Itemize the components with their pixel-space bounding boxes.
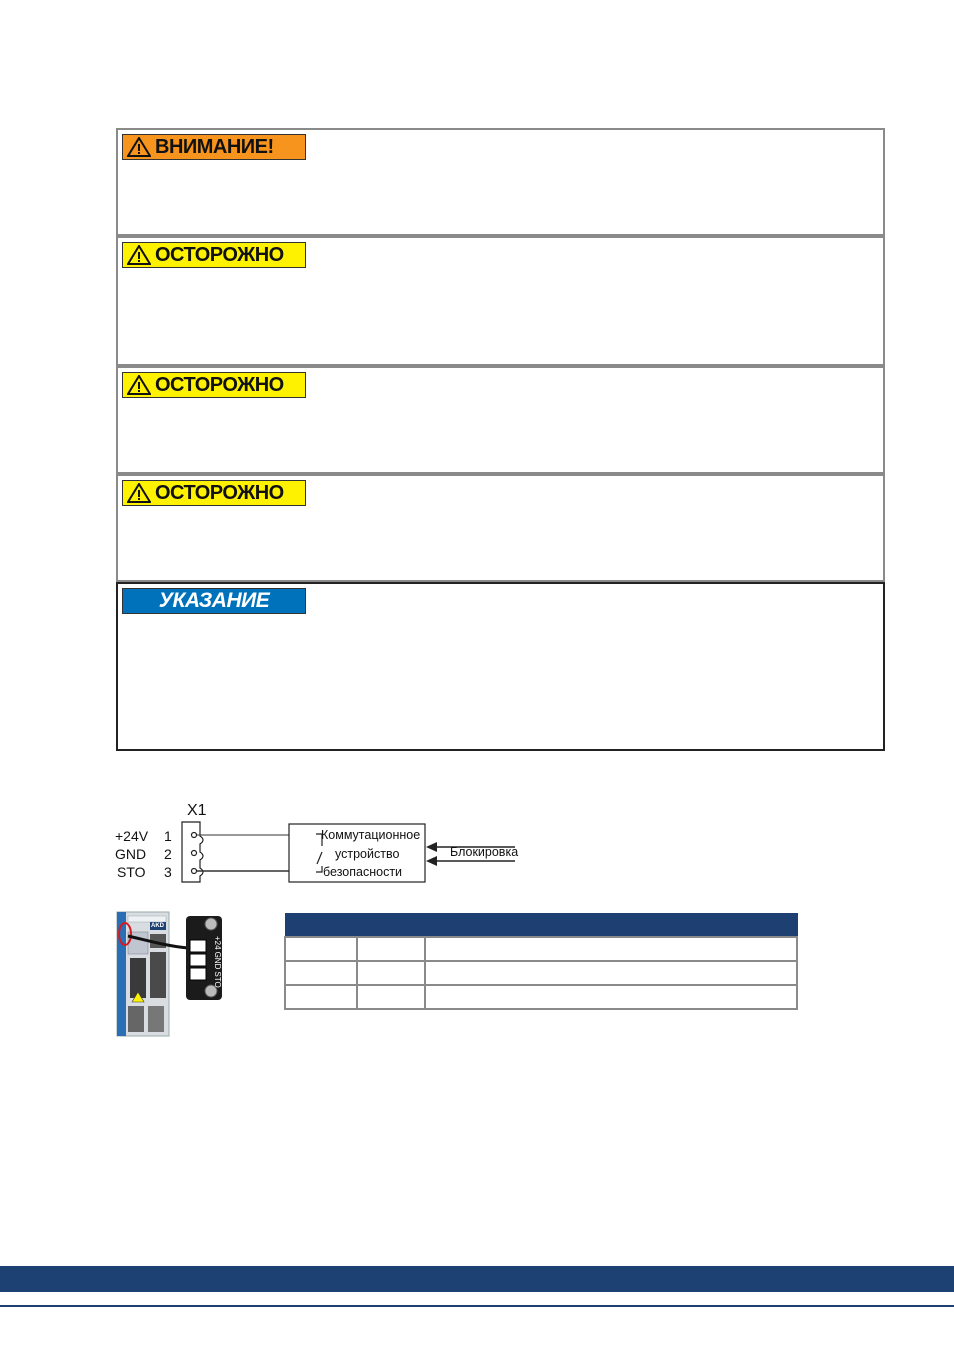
device-label-line-2: устройство (335, 847, 400, 861)
notice-note-panel (116, 582, 885, 751)
warning-badge-label: ВНИМАНИЕ! (155, 135, 274, 158)
table-cell (425, 961, 797, 985)
pin-signal-3: STO (117, 864, 146, 880)
note-badge-label: УКАЗАНИЕ (158, 589, 270, 612)
connector-pin-label-gnd: GND (213, 951, 222, 970)
table-header-cell (357, 914, 425, 938)
pin-number-2: 2 (164, 846, 172, 862)
device-label-line-1: Коммутационное (321, 828, 421, 842)
connector-label: X1 (187, 802, 207, 819)
caution-badge-label: ОСТОРОЖНО (155, 481, 284, 504)
drive-brand-label: AKD (151, 923, 164, 929)
pin-signal-2: GND (115, 846, 147, 862)
warning-triangle-icon (127, 137, 151, 157)
caution-badge (122, 372, 306, 398)
device-label-line-3: безопасности (323, 865, 403, 879)
notice-caution-panel-3 (116, 474, 885, 582)
notice-caution-panel-2 (116, 366, 885, 474)
table-cell (357, 985, 425, 1009)
caution-badge-label: ОСТОРОЖНО (155, 373, 284, 396)
table-cell (425, 937, 797, 961)
notice-caution-panel-1 (116, 236, 885, 366)
caution-badge-label: ОСТОРОЖНО (155, 243, 284, 266)
warning-triangle-icon (127, 483, 151, 503)
connector-pin-label-24v: +24 (213, 936, 222, 950)
table-header-row (285, 914, 797, 938)
table-cell (285, 961, 357, 985)
table-cell (425, 985, 797, 1009)
note-badge (122, 588, 306, 614)
connector-pin-labels (213, 936, 222, 988)
interlock-label: Блокировка (450, 845, 519, 859)
table-header-cell (285, 914, 357, 938)
notice-warning-panel (116, 128, 885, 236)
footer-rule (0, 1305, 954, 1307)
caution-badge (122, 480, 306, 506)
table-row (285, 961, 797, 985)
table-cell (357, 961, 425, 985)
table-cell (285, 937, 357, 961)
table-row (285, 937, 797, 961)
table-header-cell (425, 914, 797, 938)
caution-badge (122, 242, 306, 268)
table-cell (357, 937, 425, 961)
footer-bar (0, 1266, 954, 1292)
connector-pin-label-sto: STO (213, 971, 222, 988)
warning-triangle-icon (127, 375, 151, 395)
wiring-diagram (110, 800, 530, 890)
pin-number-1: 1 (164, 828, 172, 844)
drive-illustration (116, 910, 228, 1038)
pin-assignment-table (284, 913, 798, 1010)
pin-number-3: 3 (164, 864, 172, 880)
pin-signal-1: +24V (115, 828, 149, 844)
drive-photo (116, 910, 228, 1038)
warning-triangle-icon (127, 245, 151, 265)
table-row (285, 985, 797, 1009)
table-cell (285, 985, 357, 1009)
warning-badge (122, 134, 306, 160)
